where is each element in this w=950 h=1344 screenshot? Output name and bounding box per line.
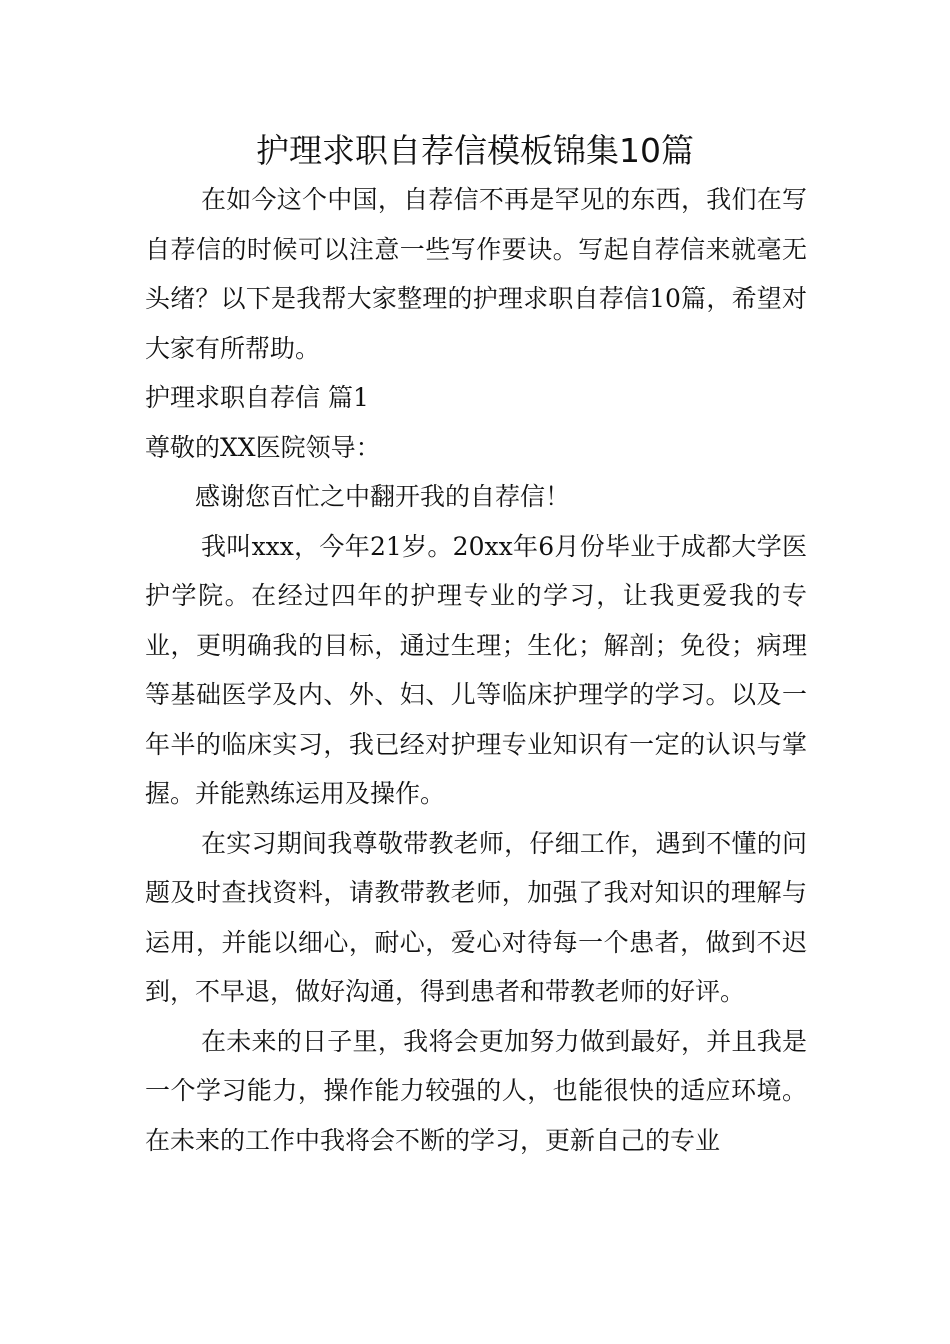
intro-paragraph: 在如今这个中国，自荐信不再是罕见的东西，我们在写自荐信的时候可以注意一些写作要诀。写起自荐信来就毫无头绪？以下是我帮大家整理的护理求职自荐信10篇，希望对大家有所帮助。 <box>145 185 807 363</box>
body-paragraph-thanks: 感谢您百忙之中翻开我的自荐信！ <box>195 482 571 511</box>
body-paragraph-internship: 在实习期间我尊敬带教老师，仔细工作，遇到不懂的问题及时查找资料，请教带教老师，加强了我对知识的理解与运用，并能以细心，耐心，爱心对待每一个患者，做到不迟到，不早退，做好沟通，得到患者和带教老师的好评。 <box>145 828 807 1006</box>
body-paragraph-introduction: 我叫xxx，今年21岁。20xx年6月份毕业于成都大学医护学院。在经过四年的护理专业的学习，让我更爱我的专业，更明确我的目标，通过生理；生化；解剖；免役；病理等基础医学及内、外、妇、儿等临床护理学的学习。以及一年半的临床实习，我已经对护理专业知识有一定的认识与掌握。并能熟练运用及操作。 <box>145 531 807 808</box>
document-body <box>145 175 807 1165</box>
body-paragraph-future: 在未来的日子里，我将会更加努力做到最好，并且我是一个学习能力，操作能力较强的人，也能很快的适应环境。在未来的工作中我将会不断的学习，更新自己的专业 <box>145 1026 807 1155</box>
salutation: 尊敬的XX医院领导： <box>145 432 381 462</box>
document-title: 护理求职自荐信模板锦集10篇 <box>256 131 694 170</box>
section-heading: 护理求职自荐信 篇1 <box>145 383 369 412</box>
